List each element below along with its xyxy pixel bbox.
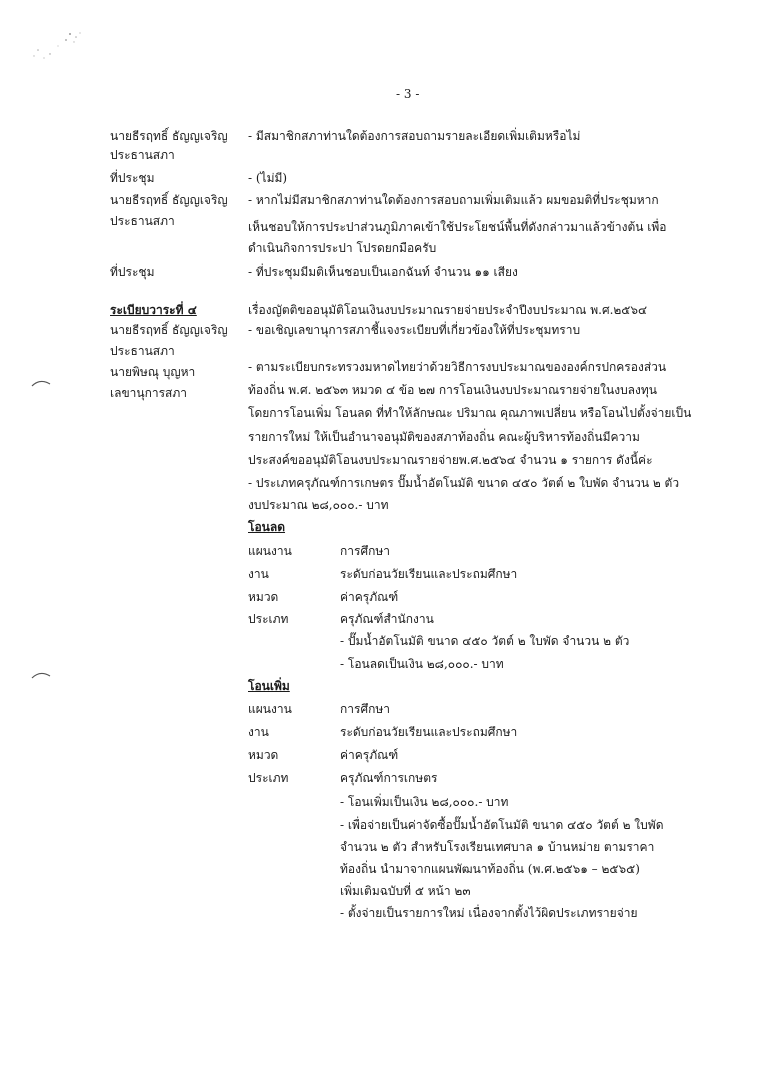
text-line: แผนงาน [248, 702, 292, 716]
page-number: - 3 - [396, 87, 420, 101]
text-line: โดยการโอนเพิ่ม โอนลด ที่ทำให้ลักษณะ ปริมาณ คุณภาพเปลี่ยน หรือโอนไปตั้งจ่ายเป็น [248, 406, 692, 420]
text-line: ประธานสภา [110, 214, 175, 228]
text-line: ประเภท [248, 771, 289, 785]
text-line: - ตามระเบียบกระทรวงมหาดไทยว่าด้วยวิธีการงบประมาณขององค์กรปกครองส่วน [248, 360, 667, 374]
text-line: การศึกษา [340, 702, 390, 716]
text-line: ประธานสภา [110, 148, 175, 162]
text-line: - ประเภทครุภัณฑ์การเกษตร ปั๊มน้ำอัตโนมัติ ขนาด ๔๕๐ วัตต์ ๒ ใบพัด จำนวน ๒ ตัว [248, 476, 680, 490]
text-line: - ตั้งจ่ายเป็นรายการใหม่ เนื่องจากตั้งไว้ผิดประเภทรายจ่าย [340, 906, 638, 920]
text-line: - หากไม่มีสมาชิกสภาท่านใดต้องการสอบถามเพิ่มเติมแล้ว ผมขอมติที่ประชุมหาก [248, 193, 659, 207]
text-line: ค่าครุภัณฑ์ [340, 590, 399, 604]
hole-punch-mark [30, 378, 52, 388]
text-line: งบประมาณ ๒๘,๐๐๐.- บาท [248, 498, 389, 512]
text-line: ประสงค์ขออนุมัติโอนงบประมาณรายจ่ายพ.ศ.๒๕๖๔ จำนวน ๑ รายการ ดังนี้ค่ะ [248, 453, 653, 467]
text-line: นายธีรฤทธิ์ ธัญญเจริญ [110, 129, 228, 143]
text-line: หมวด [248, 748, 279, 762]
text-line: เพิ่มเติมฉบับที่ ๕ หน้า ๒๓ [340, 884, 471, 898]
text-line: เรื่องญัตติขออนุมัติโอนเงินงบประมาณรายจ่ายประจำปีงบประมาณ พ.ศ.๒๕๖๔ [248, 303, 648, 317]
text-line: ระดับก่อนวัยเรียนและประถมศึกษา [340, 725, 518, 739]
text-line: - ที่ประชุมมีมติเห็นชอบเป็นเอกฉันท์ จำนวน ๑๑ เสียง [248, 265, 518, 279]
text-line: ค่าครุภัณฑ์ [340, 748, 399, 762]
text-line: - โอนลดเป็นเงิน ๒๘,๐๐๐.- บาท [340, 657, 504, 671]
text-line: นายธีรฤทธิ์ ธัญญเจริญ [110, 193, 228, 207]
text-line: แผนงาน [248, 544, 292, 558]
text-line: - มีสมาชิกสภาท่านใดต้องการสอบถามรายละเอียดเพิ่มเติมหรือไม่ [248, 129, 581, 143]
text-line: เลขานุการสภา [110, 386, 188, 400]
text-line: ดำเนินกิจการประปา โปรดยกมือครับ [248, 241, 437, 255]
text-line: ท้องถิ่น พ.ศ. ๒๕๖๓ หมวด ๔ ข้อ ๒๗ การโอนเงินงบประมาณรายจ่ายในงบลงทุน [248, 383, 658, 397]
text-line: การศึกษา [340, 544, 390, 558]
text-line: งาน [248, 725, 269, 739]
text-line: โอนลด [248, 520, 286, 534]
text-line: - ขอเชิญเลขานุการสภาชี้แจงระเบียบที่เกี่ยวข้องให้ที่ประชุมทราบ [248, 323, 581, 337]
text-line: ท้องถิ่น นำมาจากแผนพัฒนาท้องถิ่น (พ.ศ.๒๕๖๑ – ๒๕๖๕) [340, 862, 640, 876]
text-line: งาน [248, 567, 269, 581]
text-line: ระเบียบวาระที่ ๔ [110, 303, 197, 317]
hole-punch-mark [30, 670, 52, 680]
scan-specks [30, 28, 90, 68]
text-line: - ปั๊มน้ำอัตโนมัติ ขนาด ๔๕๐ วัตต์ ๒ ใบพัด จำนวน ๒ ตัว [340, 634, 630, 648]
text-line: ระดับก่อนวัยเรียนและประถมศึกษา [340, 567, 518, 581]
text-line: ประเภท [248, 612, 289, 626]
text-line: ที่ประชุม [110, 265, 155, 279]
text-line: จำนวน ๒ ตัว สำหรับโรงเรียนเทศบาล ๑ บ้านหม่าย ตามราคา [340, 840, 655, 854]
text-line: นายธีรฤทธิ์ ธัญญเจริญ [110, 323, 228, 337]
text-line: ครุภัณฑ์สำนักงาน [340, 612, 434, 626]
text-line: ประธานสภา [110, 344, 175, 358]
text-line: นายพิษณุ บุญหา [110, 365, 196, 379]
text-line: - (ไม่มี) [248, 171, 288, 185]
text-line: ครุภัณฑ์การเกษตร [340, 771, 438, 785]
text-line: โอนเพิ่ม [248, 679, 290, 693]
text-line: - โอนเพิ่มเป็นเงิน ๒๘,๐๐๐.- บาท [340, 795, 509, 809]
text-line: เห็นชอบให้การประปาส่วนภูมิภาคเข้าใช้ประโยชน์พื้นที่ดังกล่าวมาแล้วข้างต้น เพื่อ [248, 220, 667, 234]
text-line: ที่ประชุม [110, 171, 155, 185]
text-line: หมวด [248, 590, 279, 604]
text-line: รายการใหม่ ให้เป็นอำนาจอนุมัติของสภาท้องถิ่น คณะผู้บริหารท้องถิ่นมีความ [248, 430, 640, 444]
text-line: - เพื่อจ่ายเป็นค่าจัดซื้อปั๊มน้ำอัตโนมัติ ขนาด ๔๕๐ วัตต์ ๒ ใบพัด [340, 818, 664, 832]
